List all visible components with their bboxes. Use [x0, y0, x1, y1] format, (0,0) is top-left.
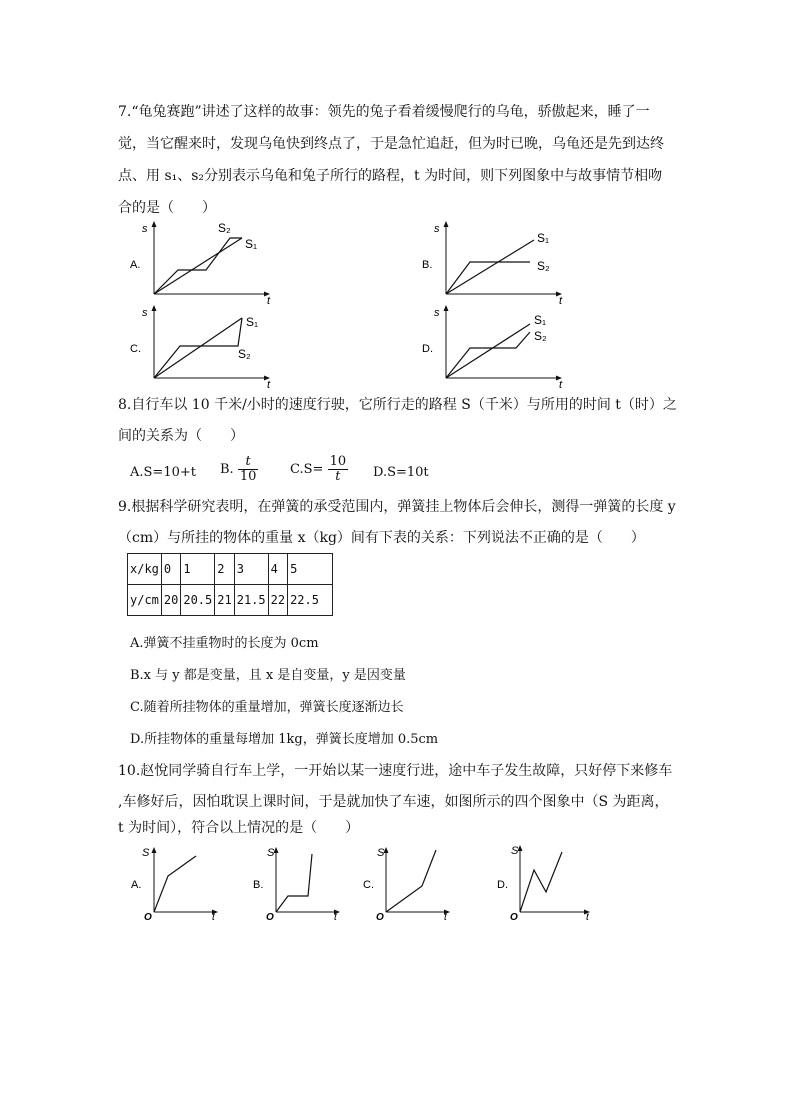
q8-option-c-numerator: 10 — [329, 454, 347, 469]
q10-b-origin: O — [266, 912, 274, 922]
q10-c-t-axis: t — [444, 912, 447, 922]
q10-b-label: B. — [253, 879, 264, 891]
q7-d-s1-label: S₁ — [534, 313, 547, 327]
q8-option-b-fraction — [238, 455, 259, 484]
q9-option-a: A.弹簧不挂重物时的长度为 0cm — [130, 636, 319, 651]
q10-d-line — [520, 852, 562, 912]
q7-line-1: 7.“龟兔赛跑”讲述了这样的故事：领先的兔子看着缓慢爬行的乌龟，骄傲起来，睡了一 — [118, 104, 650, 120]
table-cell: 4 — [268, 554, 287, 585]
q7-b-label: B. — [422, 259, 433, 271]
table-cell: 21 — [215, 585, 234, 616]
q7-c-s-axis: s — [142, 307, 148, 319]
q7-line-4: 合的是（ ） — [118, 200, 216, 216]
q7-d-label: D. — [422, 343, 433, 355]
q10-d-t-axis: t — [586, 912, 589, 922]
q10-c-s-axis: S — [377, 847, 385, 859]
q7-d-s2-label: S₂ — [534, 329, 547, 343]
q10-b-line — [276, 854, 312, 912]
q8-line-2: 间的关系为（ ） — [118, 428, 244, 444]
q8-option-a: A.S=10+t — [130, 465, 196, 480]
q10-c-line — [386, 850, 436, 912]
q9-line-2: （cm）与所挂的物体的重量 x（kg）间有下表的关系：下列说法不正确的是（ ） — [118, 530, 645, 546]
q10-graph-d — [494, 838, 604, 922]
q7-a-label: A. — [130, 259, 141, 271]
q7-a-s-axis: s — [142, 223, 148, 235]
q7-graph-b — [420, 218, 580, 304]
q8-option-b — [220, 455, 258, 484]
q10-line-1: 10.赵悅同学骑自行车上学，一开始以某一速度行进，途中车子发生故障，只好停下来修车 — [118, 763, 673, 779]
q7-graph-d — [420, 302, 580, 388]
q10-b-t-axis: t — [334, 912, 337, 922]
q10-a-t-axis: t — [212, 912, 215, 922]
q8-option-c-fraction — [328, 455, 349, 484]
q7-d-s-axis: s — [434, 307, 440, 319]
table-row — [128, 585, 333, 616]
q10-graph-b — [250, 842, 350, 922]
q8-option-c — [290, 455, 348, 484]
table-cell: y/cm — [128, 585, 162, 616]
q9-data-table — [127, 553, 333, 616]
q7-c-label: C. — [130, 343, 141, 355]
q7-b-s-axis: s — [434, 223, 440, 235]
q7-c-t-axis: t — [267, 379, 271, 388]
table-cell: 20 — [161, 585, 180, 616]
q10-a-label: A. — [131, 879, 142, 891]
q7-b-s1-line — [446, 240, 534, 294]
q8-option-d: D.S=10t — [373, 465, 429, 480]
q7-c-s1-line — [154, 318, 242, 378]
table-cell: 3 — [234, 554, 268, 585]
q7-graph-a — [128, 218, 288, 304]
q7-b-s2-label: S₂ — [537, 259, 550, 273]
q7-graph-c — [128, 302, 288, 388]
q7-b-s2-line — [446, 262, 530, 294]
q10-a-s-axis: S — [142, 847, 150, 859]
table-row — [128, 554, 333, 585]
q8-option-b-numerator: t — [238, 455, 259, 470]
q7-b-t-axis: t — [559, 295, 563, 304]
q7-d-t-axis: t — [559, 379, 563, 388]
q10-b-s-axis: S — [267, 847, 275, 859]
q9-option-d: D.所挂物体的重量每增加 1kg，弹簧长度增加 0.5cm — [130, 732, 439, 747]
q7-line-2: 觉，当它醒来时，发现乌龟快到终点了，于是急忙追赶，但为时已晚，乌龟还是先到达终 — [118, 136, 664, 152]
q10-graph-c — [360, 842, 460, 922]
q8-option-b-denominator: 10 — [239, 469, 257, 484]
q10-a-origin: O — [144, 912, 152, 922]
q7-a-s2-label: S₂ — [218, 221, 231, 235]
q7-a-s1-line — [154, 238, 242, 294]
q7-c-s2-label: S₂ — [238, 347, 251, 361]
table-cell: 2 — [215, 554, 234, 585]
q7-a-t-axis: t — [267, 295, 271, 304]
q7-b-s1-label: S₁ — [537, 231, 550, 245]
table-cell: 5 — [288, 554, 333, 585]
q7-d-s2-line — [446, 332, 530, 378]
q7-line-3: 点、用 s₁、s₂分别表示乌龟和兔子所行的路程，t 为时间，则下列图象中与故事情节相吻 — [118, 168, 663, 184]
q9-option-b: B.x 与 y 都是变量，且 x 是自变量，y 是因变量 — [130, 668, 406, 683]
q10-c-label: C. — [363, 879, 374, 891]
q10-c-origin: O — [376, 912, 384, 922]
q9-option-c: C.随着所挂物体的重量增加，弹簧长度逐渐边长 — [130, 700, 404, 715]
q10-line-2: ,车修好后，因怕耽误上课时间，于是就加快了车速，如图所示的四个图象中（S 为距离， — [118, 794, 669, 810]
q8-option-b-prefix: B. — [220, 462, 234, 477]
table-cell: 0 — [161, 554, 180, 585]
table-cell: 20.5 — [181, 585, 215, 616]
table-cell: x/kg — [128, 554, 162, 585]
q8-option-c-denominator: t — [335, 469, 341, 484]
table-cell: 21.5 — [234, 585, 268, 616]
q10-d-label: D. — [497, 879, 508, 891]
q10-d-origin: O — [510, 912, 518, 922]
q10-line-3: t 为时间），符合以上情况的是（ ） — [118, 820, 360, 836]
q8-option-c-prefix: C.S= — [290, 462, 324, 477]
table-cell: 22.5 — [288, 585, 333, 616]
q7-d-s1-line — [446, 324, 530, 378]
table-cell: 1 — [181, 554, 215, 585]
q7-a-s1-label: S₁ — [245, 237, 258, 251]
q10-d-s-axis: S — [511, 845, 519, 857]
q8-line-1: 8.自行车以 10 千米/小时的速度行驶，它所行走的路程 S（千米）与所用的时间 t（时）之 — [118, 397, 677, 413]
q10-graph-a — [128, 842, 228, 922]
q7-c-s1-label: S₁ — [246, 315, 259, 329]
q10-a-line — [154, 856, 196, 912]
q9-line-1: 9.根据科学研究表明，在弹簧的承受范围内，弹簧挂上物体后会伸长，测得一弹簧的长度 y — [118, 499, 676, 515]
table-cell: 22 — [268, 585, 287, 616]
